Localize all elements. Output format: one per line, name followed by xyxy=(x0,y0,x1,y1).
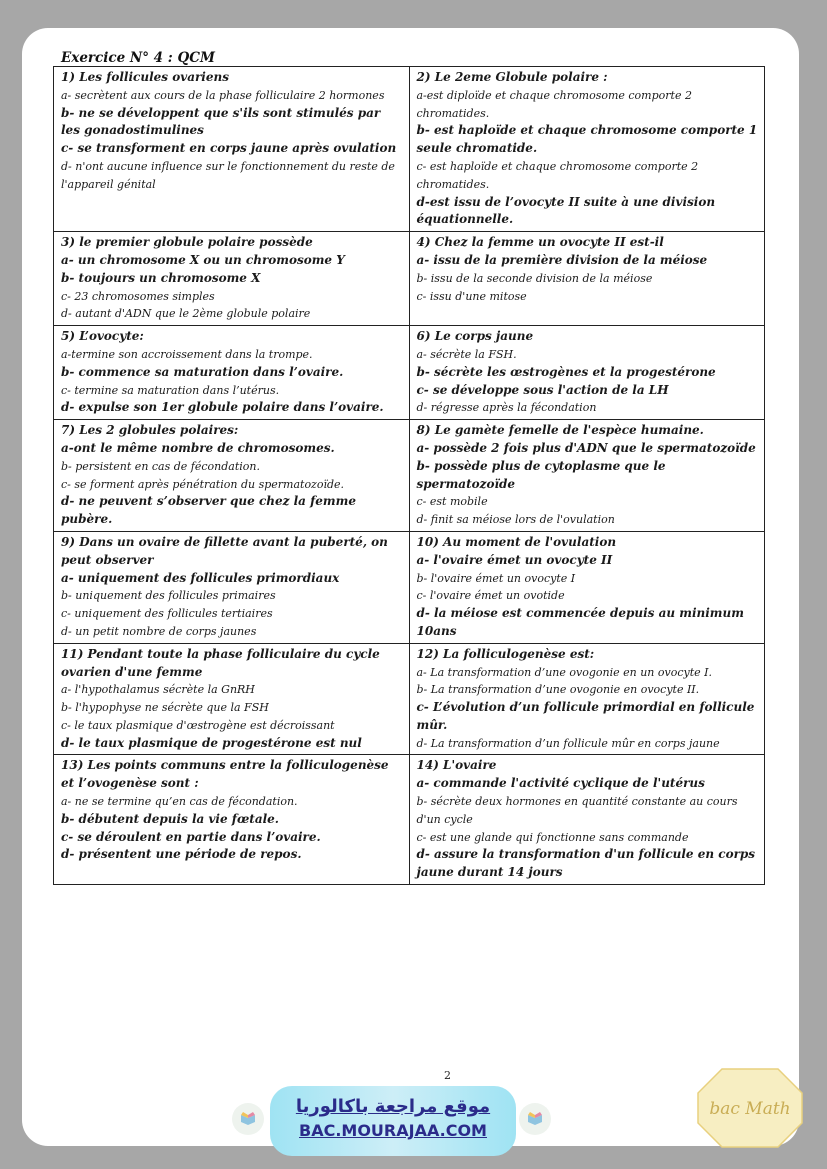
answer-option: b- toujours un chromosome X xyxy=(61,270,261,285)
site-name-arabic[interactable]: موقع مراجعة باكالوريا xyxy=(295,1096,491,1117)
answer-option: a- uniquement des follicules primordiaux xyxy=(61,570,340,585)
question-cell-14 xyxy=(409,755,765,885)
question-title: 3) le premier globule polaire possède xyxy=(61,235,313,250)
question-title: 5) L’ovocyte: xyxy=(61,329,144,344)
question-cell-6 xyxy=(409,326,765,420)
question-title: 1) Les follicules ovariens xyxy=(61,70,229,84)
book-icon xyxy=(232,1103,264,1135)
answer-option: a- possède 2 fois plus d'ADN que le spermatozoïde xyxy=(416,440,756,455)
answer-option: a- sécrète la FSH. xyxy=(416,347,517,361)
answer-option: b- sécrète deux hormones en quantité constante au cours d'un cycle xyxy=(416,795,738,826)
answer-option: d- le taux plasmique de progestérone est nul xyxy=(61,735,362,750)
answer-option: b- persistent en cas de fécondation. xyxy=(61,459,260,473)
answer-option: a- secrètent aux cours de la phase folliculaire 2 hormones xyxy=(61,88,385,102)
answer-option: c- est mobile xyxy=(416,495,488,509)
answer-option: d- autant d'ADN que le 2ème globule polaire xyxy=(61,307,311,321)
answer-option: a-est diploïde et chaque chromosome comporte 2 chromatides. xyxy=(416,88,692,120)
question-cell-4 xyxy=(409,232,765,326)
answer-option: b- possède plus de cytoplasme que le spermatozoïde xyxy=(416,458,666,491)
answer-option: d- la méiose est commencée depuis au minimum 10ans xyxy=(416,606,744,638)
answer-option: b- ne se développent que s'ils sont stimulés par les gonadostimulines xyxy=(61,105,381,138)
answer-option: a- l'hypothalamus sécrète la GnRH xyxy=(61,683,255,697)
logo-text: bac Math xyxy=(709,1099,791,1119)
question-title: 10) Au moment de l'ovulation xyxy=(416,534,617,549)
bac-math-logo xyxy=(696,1067,804,1149)
answer-option: b- issu de la seconde division de la méiose xyxy=(416,271,653,285)
question-cell-2 xyxy=(409,67,765,232)
answer-option: c- est haploïde et chaque chromosome comporte 2 chromatides. xyxy=(416,159,699,191)
answer-option: a- issu de la première division de la méiose xyxy=(416,252,708,267)
question-title: 6) Le corps jaune xyxy=(416,329,534,344)
answer-option: c- 23 chromosomes simples xyxy=(61,289,215,303)
answer-option: c- uniquement des follicules tertiaires xyxy=(61,607,273,621)
question-cell-9 xyxy=(54,531,410,643)
site-url-link[interactable]: BAC.MOURAJAA.COM xyxy=(299,1121,487,1140)
question-title: 2) Le 2eme Globule polaire : xyxy=(416,70,608,84)
question-title: 4) Chez la femme un ovocyte II est-il xyxy=(416,235,664,250)
qcm-table xyxy=(53,66,765,885)
answer-option: d- La transformation d’un follicule mûr en corps jaune xyxy=(416,736,720,750)
left-logo-badge xyxy=(232,1103,264,1135)
answer-option: d- assure la transformation d'un follicule en corps jaune durant 14 jours xyxy=(416,847,756,880)
answer-option: a- un chromosome X ou un chromosome Y xyxy=(61,252,345,267)
answer-option: b- l'ovaire émet un ovocyte I xyxy=(416,571,576,585)
question-cell-12 xyxy=(409,643,765,755)
exercise-title: Exercice N° 4 : QCM xyxy=(61,50,215,66)
answer-option: d- ne peuvent s’observer que chez la femme pubère. xyxy=(61,494,356,527)
answer-option: d- présentent une période de repos. xyxy=(61,847,302,862)
question-title: 7) Les 2 globules polaires: xyxy=(61,423,239,438)
answer-option: d- finit sa méiose lors de l'ovulation xyxy=(416,513,615,527)
question-cell-8 xyxy=(409,420,765,532)
site-banner[interactable] xyxy=(270,1086,516,1156)
question-cell-13 xyxy=(54,755,410,885)
question-cell-10 xyxy=(409,531,765,643)
qcm-row xyxy=(54,531,765,643)
question-cell-5 xyxy=(54,326,410,420)
answer-option: b- uniquement des follicules primaires xyxy=(61,589,276,603)
answer-option: b- sécrète les œstrogènes et la progestérone xyxy=(416,364,716,379)
qcm-row xyxy=(54,420,765,532)
answer-option: c- termine sa maturation dans l’utérus. xyxy=(61,383,280,397)
answer-option: b- La transformation d’une ovogonie en ovocyte II. xyxy=(416,683,700,697)
question-cell-1 xyxy=(54,67,410,232)
answer-option: b- l'hypophyse ne sécrète que la FSH xyxy=(61,701,269,715)
qcm-row xyxy=(54,326,765,420)
page-number: 2 xyxy=(444,1069,451,1082)
right-logo-badge xyxy=(519,1103,551,1135)
answer-option: b- débutent depuis la vie fœtale. xyxy=(61,811,279,826)
qcm-row xyxy=(54,232,765,326)
answer-option: c- est une glande qui fonctionne sans commande xyxy=(416,830,689,844)
answer-option: a- l'ovaire émet un ovocyte II xyxy=(416,552,613,567)
question-title: 13) Les points communs entre la folliculogenèse et l’ovogenèse sont : xyxy=(61,758,389,791)
answer-option: c- le taux plasmique d'œstrogène est décroissant xyxy=(61,718,335,732)
question-cell-3 xyxy=(54,232,410,326)
answer-option: c- L’évolution d’un follicule primordial en follicule mûr. xyxy=(416,700,755,732)
qcm-row xyxy=(54,755,765,885)
answer-option: c- se forment après pénétration du spermatozoïde. xyxy=(61,477,345,491)
answer-option: c- se développe sous l'action de la LH xyxy=(416,382,669,397)
answer-option: d- un petit nombre de corps jaunes xyxy=(61,624,257,638)
answer-option: c- issu d'une mitose xyxy=(416,289,527,303)
answer-option: a- La transformation d’une ovogonie en un ovocyte I. xyxy=(416,665,712,679)
answer-option: d- régresse après la fécondation xyxy=(416,401,597,415)
question-cell-7 xyxy=(54,420,410,532)
answer-option: c- se déroulent en partie dans l’ovaire. xyxy=(61,829,321,844)
answer-option: a- commande l'activité cyclique de l'utérus xyxy=(416,776,705,791)
answer-option: c- se transforment en corps jaune après ovulation xyxy=(61,141,397,156)
answer-option: d- expulse son 1er globule polaire dans l’ovaire. xyxy=(61,400,384,415)
question-title: 9) Dans un ovaire de fillette avant la puberté, on peut observer xyxy=(61,534,388,567)
question-title: 8) Le gamète femelle de l'espèce humaine. xyxy=(416,423,704,438)
answer-option: a-termine son accroissement dans la trompe. xyxy=(61,347,313,361)
qcm-row xyxy=(54,67,765,232)
answer-option: b- commence sa maturation dans l’ovaire. xyxy=(61,364,344,379)
answer-option: d- n'ont aucune influence sur le fonctionnement du reste de l'appareil génital xyxy=(61,159,395,191)
book-icon xyxy=(519,1103,551,1135)
question-title: 11) Pendant toute la phase folliculaire du cycle ovarien d'une femme xyxy=(61,646,380,679)
answer-option: c- l'ovaire émet un ovotide xyxy=(416,589,565,603)
answer-option: a- ne se termine qu’en cas de fécondation. xyxy=(61,795,298,809)
qcm-row xyxy=(54,643,765,755)
answer-option: b- est haploïde et chaque chromosome comporte 1 seule chromatide. xyxy=(416,123,758,156)
question-cell-11 xyxy=(54,643,410,755)
answer-option: d-est issu de l’ovocyte II suite à une division équationnelle. xyxy=(416,194,716,227)
question-title: 14) L'ovaire xyxy=(416,758,497,773)
answer-option: a-ont le même nombre de chromosomes. xyxy=(61,440,335,455)
question-title: 12) La folliculogenèse est: xyxy=(416,646,595,661)
